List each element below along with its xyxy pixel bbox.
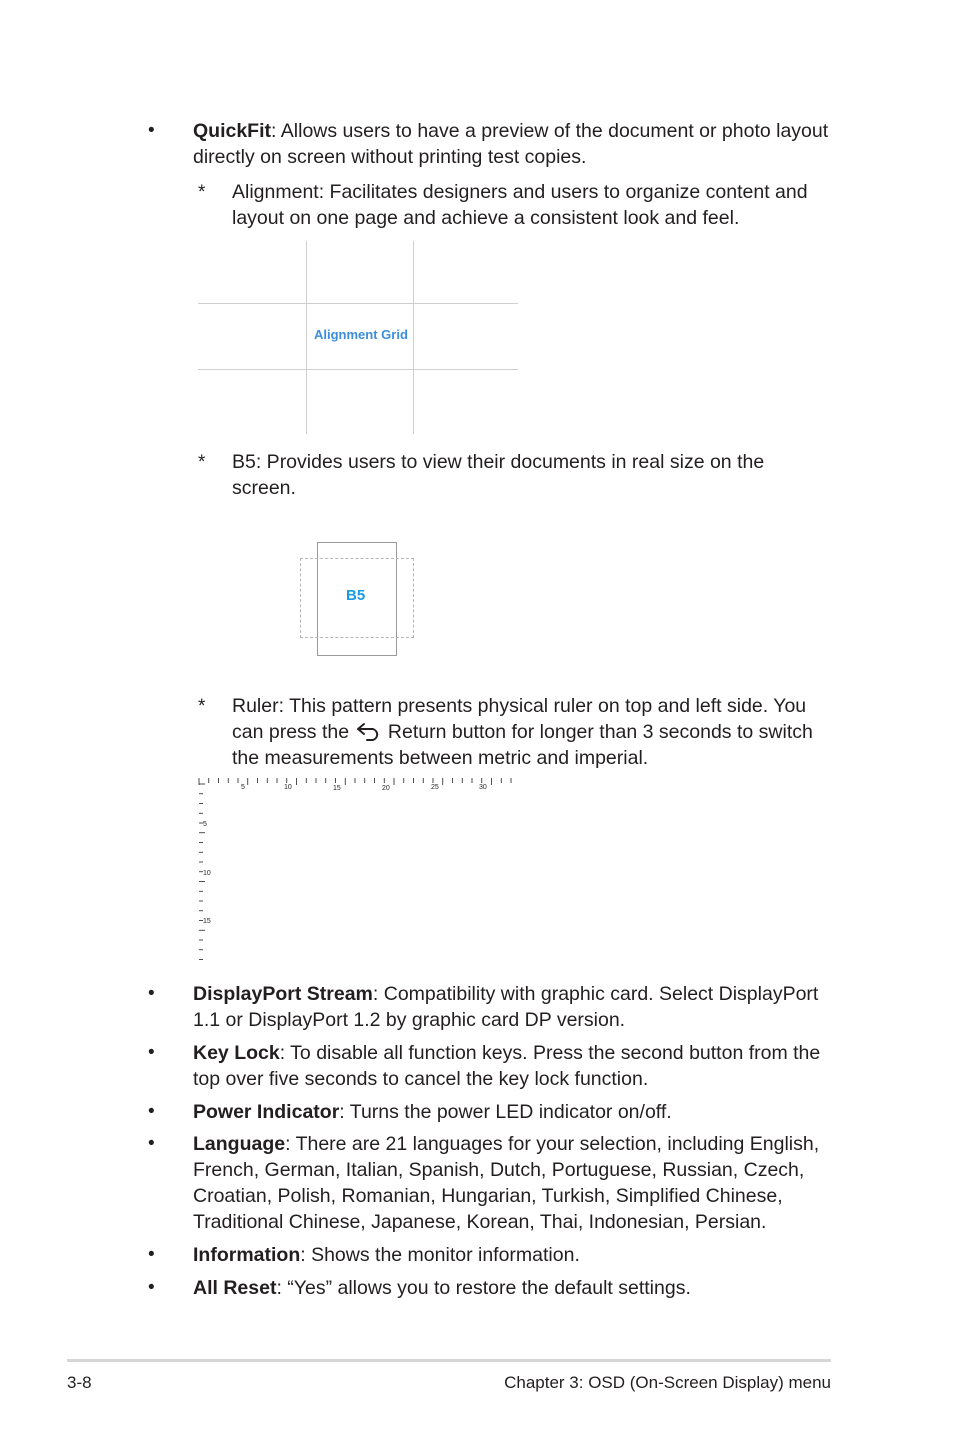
item-term: Language [193,1133,286,1155]
chapter-title: Chapter 3: OSD (On-Screen Display) menu [504,1373,831,1392]
language-item [193,1131,833,1235]
ruler-desc-after: Return button for longer than 3 seconds to switch the measurements between metric and imperial. [232,721,813,769]
ruler-top-label: 10 [284,784,292,791]
item-desc: : To disable all function keys. Press the second button from the top over five seconds to cancel the key lock function. [193,1042,821,1090]
bullet: • [148,1101,155,1122]
bullet: • [148,120,155,141]
quickfit-desc: : Allows users to have a preview of the document or photo layout directly on screen without printing test copies. [193,120,829,168]
displayport-stream-item [193,981,833,1033]
bullet: • [148,983,155,1004]
bullet: • [148,1042,155,1063]
power-indicator-item [193,1099,833,1125]
ruler-desc-before: Ruler: This pattern presents physical ruler on top and left side. You can press the [232,695,807,743]
ruler-left-label: 5 [203,821,207,828]
b5-figure [300,542,415,656]
alignment-grid-figure [198,241,518,434]
alignment-grid-label: Alignment Grid [314,327,408,342]
item-desc: : Shows the monitor information. [300,1244,580,1266]
ruler-desc [232,693,832,771]
key-lock-item [193,1040,833,1092]
quickfit-term: QuickFit [193,120,272,142]
sub-bullet: * [198,696,206,717]
return-arrow-icon [355,722,383,741]
ruler-left-label: 15 [203,918,211,925]
footer-rule [67,1359,831,1362]
ruler-top-label: 20 [382,785,390,792]
information-item [193,1242,833,1268]
item-desc: : “Yes” allows you to restore the default settings. [276,1277,691,1299]
bullet: • [148,1277,155,1298]
quickfit-item [193,118,833,170]
all-reset-item [193,1275,833,1301]
item-term: Information [193,1244,301,1266]
alignment-desc: Alignment: Facilitates designers and users to organize content and layout on one page and achieve a consistent look and feel. [232,181,808,229]
ruler-top-label: 30 [479,784,487,791]
ruler-top-ticks [199,778,511,785]
ruler-top-label: 25 [431,784,439,791]
b5-desc: B5: Provides users to view their documents in real size on the screen. [232,451,765,499]
item-desc: : Turns the power LED indicator on/off. [339,1101,672,1123]
ruler-left-label: 10 [203,870,211,877]
grid-line [198,303,518,304]
b5-label: B5 [346,587,366,604]
item-term: All Reset [193,1277,277,1299]
grid-line [413,241,414,434]
grid-line [198,369,518,370]
item-desc: : Compatibility with graphic card. Select DisplayPort 1.1 or DisplayPort 1.2 by graphic card DP version. [193,983,819,1031]
ruler-figure [196,776,520,960]
sub-bullet: * [198,452,206,473]
item-desc: : There are 21 languages for your selection, including English, French, German, Italian, Spanish, Dutch, Portuguese, Russian, Czech, Croatian, Polish, Romanian, Hungarian, Turkish, Simplified Chinese, Traditional Chinese, Japanese, Korean, Thai, Indonesian, Persian. [193,1133,820,1233]
item-term: Power Indicator [193,1101,340,1123]
grid-line [306,241,307,434]
ruler-top-label: 15 [333,785,341,792]
bullet: • [148,1244,155,1265]
sub-bullet: * [198,182,206,203]
item-term: DisplayPort Stream [193,983,373,1005]
item-term: Key Lock [193,1042,280,1064]
ruler-top-label: 5 [241,784,245,791]
page-number: 3-8 [67,1373,92,1392]
bullet: • [148,1133,155,1154]
